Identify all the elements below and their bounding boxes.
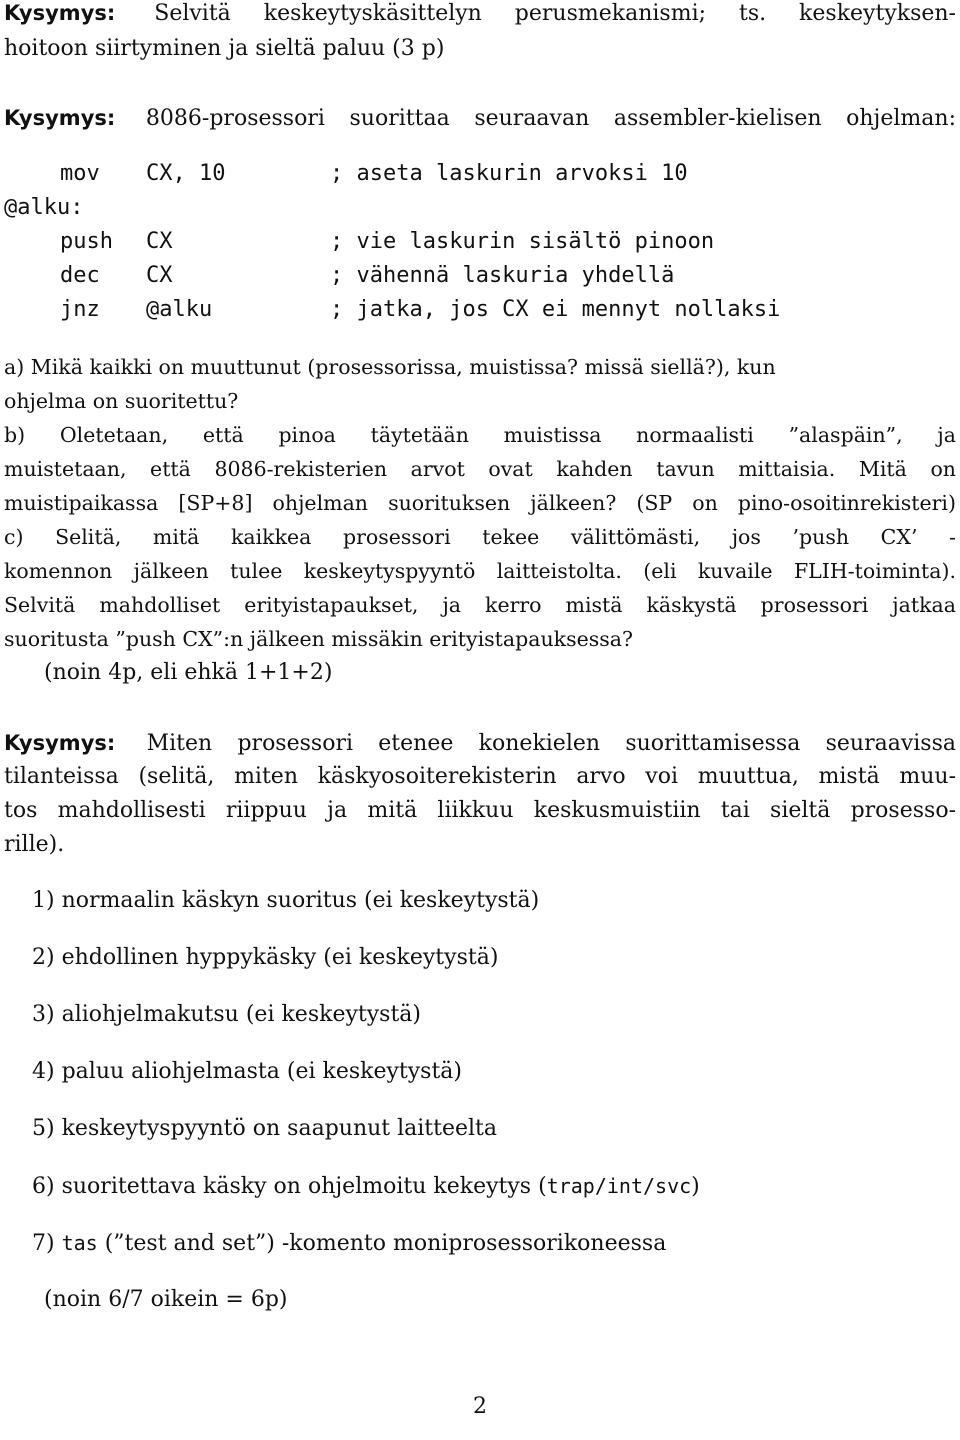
list-item-text-end: ) <box>691 1174 700 1199</box>
part-b-line-3: muistipaikassa [SP+8] ohjelman suorituksen jälkeen? (SP on pino-osoitinrekisteri) <box>4 491 956 515</box>
part-c-line-4: suoritusta ”push CX”:n jälkeen missäkin erityistapauksessa? <box>4 627 634 651</box>
list-item-number: 4) <box>32 1059 55 1084</box>
list-item-code: tas <box>61 1231 98 1255</box>
part-b-line-1: b) Oletetaan, että pinoa täytetään muistissa normaalisti ”alaspäin”, ja <box>4 423 956 447</box>
question-3-text-line-2: tilanteissa (selitä, miten käskyosoiterekisterin arvo voi muuttua, mistä muu- <box>4 764 956 789</box>
question-1-line-1 <box>4 0 956 30</box>
question-3-points: (noin 6/7 oikein = 6p) <box>44 1287 288 1312</box>
question-1-keyword: Kysymys: <box>4 1 116 25</box>
list-item-number: 2) <box>32 945 55 970</box>
list-item <box>32 1226 666 1261</box>
list-item-number: 6) <box>32 1174 55 1199</box>
list-item-text: paluu aliohjelmasta (ei keskeytystä) <box>61 1059 463 1084</box>
code-comment: ; aseta laskurin arvoksi 10 <box>330 161 688 186</box>
list-item-number: 7) <box>32 1231 55 1256</box>
list-item-number: 5) <box>32 1116 55 1141</box>
part-a-line-1: a) Mikä kaikki on muuttunut (prosessorissa, muistissa? missä siellä?), kun <box>4 355 776 379</box>
list-item <box>32 998 421 1032</box>
question-2-intro-line <box>4 101 956 135</box>
list-item <box>32 1112 497 1146</box>
list-item-number: 1) <box>32 888 55 913</box>
list-item <box>32 941 498 975</box>
list-item <box>32 1169 700 1204</box>
code-instruction: push <box>60 229 113 254</box>
part-c-line-1: c) Selitä, mitä kaikkea prosessori tekee välittömästi, jos ’push CX’ - <box>4 525 956 549</box>
part-c-line-3: Selvitä mahdolliset erityistapaukset, ja kerro mistä käskystä prosessori jatkaa <box>4 593 956 617</box>
list-item-text: aliohjelmakutsu (ei keskeytystä) <box>61 1002 421 1027</box>
code-comment: ; jatka, jos CX ei mennyt nollaksi <box>330 297 781 322</box>
code-operand: CX <box>146 229 173 254</box>
code-operand: CX, 10 <box>146 161 226 186</box>
page-number: 2 <box>473 1394 487 1419</box>
part-b-line-2: muistetaan, että 8086-rekisterien arvot ovat kahden tavun mittaisia. Mitä on <box>4 457 956 481</box>
question-3-text-line-1: Miten prosessori etenee konekielen suorittamisessa seuraavissa <box>146 731 956 756</box>
code-instruction: dec <box>60 263 100 288</box>
code-label: @alku: <box>4 195 84 220</box>
list-item-code: trap/int/svc <box>546 1174 692 1198</box>
list-item-text: ehdollinen hyppykäsky (ei keskeytystä) <box>61 945 499 970</box>
part-c-line-2: komennon jälkeen tulee keskeytyspyyntö laitteistolta. (eli kuvaile FLIH-toiminta). <box>4 559 956 583</box>
list-item-text: normaalin käskyn suoritus (ei keskeytystä) <box>61 888 540 913</box>
question-3-text-line-3: tos mahdollisesti riippuu ja mitä liikkuu keskusmuistiin tai sieltä prosesso- <box>4 798 956 823</box>
code-instruction: jnz <box>60 297 100 322</box>
code-operand: @alku <box>146 297 213 322</box>
question-1-text-line-2: hoitoon siirtyminen ja sieltä paluu (3 p) <box>4 36 445 61</box>
list-item-text: (”test and set”) -komento moniprosessorikoneessa <box>97 1231 667 1256</box>
question-2-points: (noin 4p, eli ehkä 1+1+2) <box>44 660 333 685</box>
list-item-text: keskeytyspyyntö on saapunut laitteelta <box>61 1116 498 1141</box>
list-item <box>32 1055 462 1089</box>
part-a-line-2: ohjelma on suoritettu? <box>4 389 239 413</box>
code-instruction: mov <box>60 161 100 186</box>
code-comment: ; vie laskurin sisältö pinoon <box>330 229 715 254</box>
question-3-text-line-4: rille). <box>4 832 65 857</box>
question-3-line-1 <box>4 726 956 760</box>
question-2-intro: 8086-prosessori suorittaa seuraavan assembler-kielisen ohjelman: <box>145 106 956 131</box>
question-1-text-line-1: Selvitä keskeytyskäsittelyn perusmekanismi; ts. keskeytyksen- <box>154 1 956 26</box>
code-comment: ; vähennä laskuria yhdellä <box>330 263 675 288</box>
list-item-number: 3) <box>32 1002 55 1027</box>
question-3-keyword: Kysymys: <box>4 731 116 755</box>
list-item <box>32 884 539 918</box>
question-2-keyword: Kysymys: <box>4 106 116 130</box>
list-item-text: suoritettava käsky on ohjelmoitu kekeytys ( <box>61 1174 547 1199</box>
code-operand: CX <box>146 263 173 288</box>
